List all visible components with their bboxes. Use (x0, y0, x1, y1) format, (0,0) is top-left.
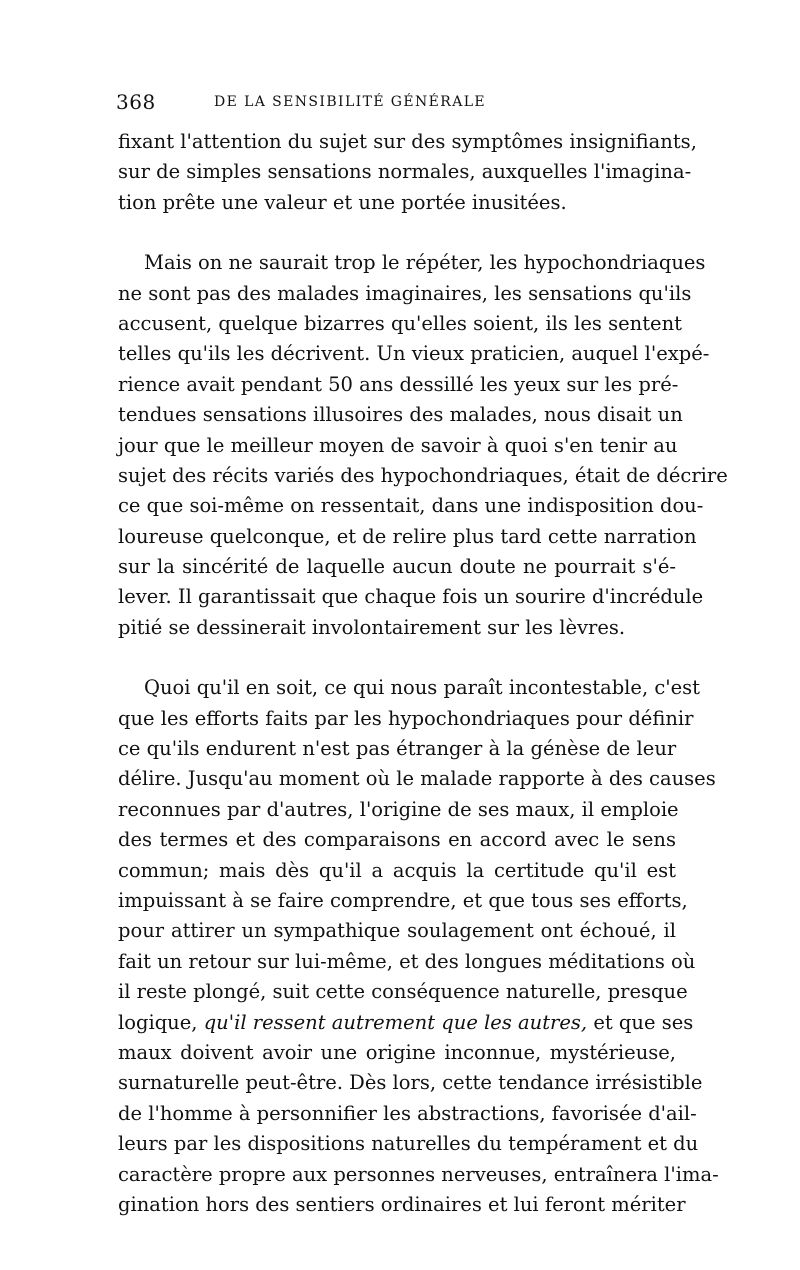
text-line: sur de simples sensations normales, auxquelles l'imagina- (118, 160, 692, 184)
paragraph-1 (118, 127, 697, 218)
text-line: surnaturelle peut-être. Dès lors, cette tendance irrésistible (118, 1071, 703, 1095)
text-line: tendues sensations illusoires des malades, nous disait un (118, 403, 683, 427)
text-line: accusent, quelque bizarres qu'elles soient, ils les sentent (118, 311, 682, 335)
paragraph-3 (118, 673, 719, 1220)
text-line: rience avait pendant 50 ans dessillé les yeux sur les pré- (118, 372, 679, 396)
text-line: il reste plongé, suit cette conséquence naturelle, presque (118, 980, 688, 1004)
text-fragment: logique, (118, 1010, 198, 1034)
running-title: DE LA SENSIBILITÉ GÉNÉRALE (214, 94, 487, 110)
text-line: fait un retour sur lui-même, et des longues méditations où (118, 949, 696, 973)
text-line: pour attirer un sympathique soulagement ont échoué, il (118, 919, 676, 943)
text-line: caractère propre aux personnes nerveuses, entraînera l'ima- (118, 1162, 719, 1186)
text-line: ne sont pas des malades imaginaires, les sensations qu'ils (118, 281, 692, 305)
text-line: telles qu'ils les décrivent. Un vieux praticien, auquel l'expé- (118, 342, 710, 366)
text-line: Mais on ne saurait trop le répéter, les hypochondriaques (144, 251, 706, 275)
page-number: 368 (116, 90, 156, 114)
text-line: commun; mais dès qu'il a acquis la certitude qu'il est (118, 858, 676, 882)
text-line: ce qu'ils endurent n'est pas étranger à la génèse de leur (118, 737, 677, 761)
text-line: tion prête une valeur et une portée inusitées. (118, 190, 567, 214)
text-line: sujet des récits variés des hypochondriaques, était de décrire (118, 463, 728, 487)
text-line: de l'homme à personnifier les abstractions, favorisée d'ail- (118, 1101, 697, 1125)
text-line: lever. Il garantissait que chaque fois un sourire d'incrédule (118, 585, 704, 609)
text-line: pitié se dessinerait involontairement sur les lèvres. (118, 615, 626, 639)
text-line: ce que soi-même on ressentait, dans une indisposition dou- (118, 494, 704, 518)
paragraph-2 (118, 248, 728, 643)
text-line: délire. Jusqu'au moment où le malade rapporte à des causes (118, 767, 716, 791)
text-line-with-italic (118, 1008, 694, 1038)
text-fragment: et que ses (593, 1010, 694, 1034)
body-text (118, 127, 728, 1220)
text-line: impuissant à se faire comprendre, et que tous ses efforts, (118, 888, 688, 912)
italic-phrase: qu'il ressent autrement que les autres, (203, 1010, 588, 1034)
text-line: Quoi qu'il en soit, ce qui nous paraît incontestable, c'est (144, 676, 701, 700)
text-line: gination hors des sentiers ordinaires et lui feront mériter (118, 1192, 686, 1216)
text-line: loureuse quelconque, et de relire plus tard cette narration (118, 524, 697, 548)
text-line: des termes et des comparaisons en accord avec le sens (118, 828, 676, 852)
text-line: jour que le meilleur moyen de savoir à quoi s'en tenir au (118, 433, 678, 457)
text-line: que les efforts faits par les hypochondriaques pour définir (118, 706, 694, 730)
text-line: leurs par les dispositions naturelles du tempérament et du (118, 1132, 699, 1156)
page-header (116, 90, 676, 120)
text-line: maux doivent avoir une origine inconnue, mystérieuse, (118, 1040, 676, 1064)
text-line: reconnues par d'autres, l'origine de ses maux, il emploie (118, 797, 679, 821)
text-line: sur la sincérité de laquelle aucun doute ne pourrait s'é- (118, 555, 676, 579)
text-line: fixant l'attention du sujet sur des symptômes insignifiants, (118, 130, 697, 153)
